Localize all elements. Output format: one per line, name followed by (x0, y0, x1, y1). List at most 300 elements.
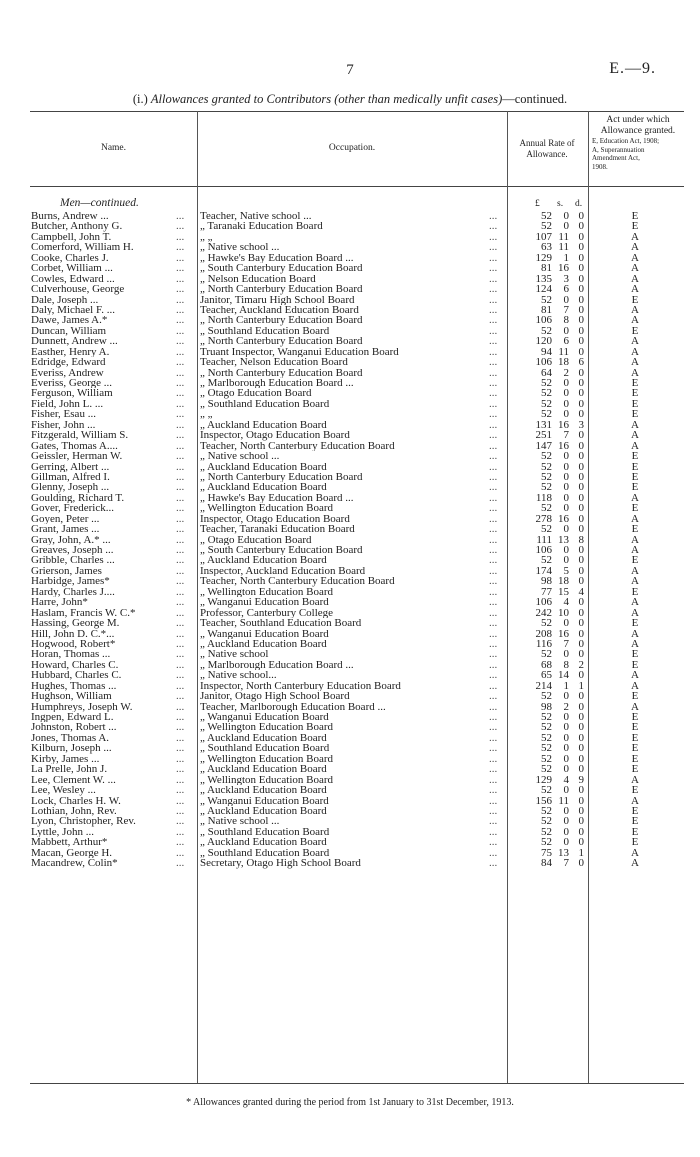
pence-cell: 0 (578, 262, 584, 275)
leader-dots: ... (176, 210, 185, 222)
shillings-cell: 0 (563, 763, 569, 776)
pounds-cell: 52 (541, 293, 552, 306)
pence-cell: 0 (578, 314, 584, 327)
name-cell: Lee, Clement W. ... (31, 774, 116, 786)
name-cell: Easther, Henry A. (31, 346, 110, 358)
act-cell: E (631, 617, 639, 630)
leader-dots: ... (176, 700, 185, 713)
pence-cell: 0 (578, 377, 584, 389)
table-row (0, 524, 700, 534)
table-row (0, 660, 700, 670)
act-cell: A (631, 857, 639, 870)
pence-cell: 0 (578, 241, 584, 254)
name-cell: Dunnett, Andrew ... (31, 336, 118, 347)
leader-dots: ... (489, 815, 498, 828)
act-cell: E (631, 648, 639, 661)
pence-cell: 0 (578, 731, 584, 744)
pence-cell: 0 (578, 804, 584, 817)
leader-dots: ... (489, 752, 498, 765)
leader-dots: ... (489, 784, 498, 797)
column-header-rate (507, 138, 587, 160)
name-cell: Johnston, Robert ... (31, 722, 117, 733)
leader-dots: ... (489, 606, 498, 619)
table-row (0, 274, 700, 284)
pounds-cell: 98 (541, 700, 552, 713)
leader-dots: ... (176, 491, 185, 504)
table-row (0, 587, 700, 597)
name-cell: Goulding, Richard T. (31, 492, 125, 504)
act-cell: A (631, 335, 639, 348)
leader-dots: ... (176, 658, 185, 671)
leader-dots: ... (489, 512, 498, 525)
pence-cell: 0 (578, 794, 584, 807)
leader-dots: ... (176, 544, 185, 556)
leader-dots: ... (489, 596, 498, 609)
shillings-cell: 0 (563, 293, 569, 306)
pounds-cell: 81 (541, 303, 552, 316)
caption-prefix: (i.) (132, 92, 148, 106)
leader-dots: ... (176, 439, 185, 452)
name-cell: Grierson, James (31, 565, 102, 577)
shillings-cell: 6 (563, 335, 569, 348)
table-row (0, 691, 700, 701)
shillings-cell: 0 (563, 554, 569, 567)
occupation-cell: „ Wellington Education Board (200, 753, 334, 765)
name-cell: Fisher, John ... (31, 419, 96, 431)
pence-cell: 0 (578, 408, 584, 421)
pounds-cell: 106 (535, 356, 552, 369)
table-row (0, 702, 700, 712)
pence-cell: 0 (578, 366, 584, 379)
occupation-cell: „ Wellington Education Board (200, 586, 334, 598)
leader-dots: ... (176, 293, 185, 306)
leader-dots: ... (176, 690, 185, 703)
name-cell: Fitzgerald, William S. (31, 430, 129, 441)
table-row (0, 409, 700, 419)
shillings-cell: 7 (563, 429, 569, 442)
table-row (0, 733, 700, 743)
act-cell: A (631, 606, 639, 619)
table-row (0, 743, 700, 753)
occupation-cell: Teacher, Taranaki Education Board (200, 524, 355, 535)
pounds-cell: 77 (541, 585, 552, 598)
occupation-cell: „ Marlborough Education Board ... (200, 378, 354, 389)
shillings-cell: 0 (563, 731, 569, 744)
pounds-cell: 156 (535, 794, 552, 807)
name-cell: La Prelle, John J. (31, 764, 108, 775)
leader-dots: ... (489, 439, 498, 452)
pence-cell: 0 (578, 825, 584, 838)
act-cell: A (631, 637, 639, 650)
occupation-cell: „ North Canterbury Education Board (200, 471, 363, 483)
shillings-cell: 0 (563, 397, 569, 410)
occupation-cell: „ Southland Education Board (200, 325, 330, 337)
page-number: 7 (346, 62, 354, 78)
leader-dots: ... (489, 690, 498, 703)
leader-dots: ... (489, 617, 498, 630)
occupation-cell: „ Wellington Education Board (200, 503, 334, 514)
table-row (0, 555, 700, 565)
pounds-cell: 242 (535, 606, 552, 619)
pence-cell: 0 (578, 210, 584, 222)
leader-dots: ... (489, 763, 498, 776)
pounds-cell: 52 (541, 648, 552, 661)
pounds-cell: 174 (535, 564, 552, 577)
occupation-cell: „ Southland Education Board (200, 743, 330, 754)
pounds-cell: 75 (541, 846, 552, 859)
act-cell: E (631, 742, 639, 755)
name-cell: Lock, Charles H. W. (31, 795, 121, 806)
occupation-cell: „ Native school... (200, 670, 277, 681)
name-cell: Jones, Thomas A. (31, 732, 110, 744)
pence-cell: 0 (578, 220, 584, 233)
pence-cell: 0 (578, 345, 584, 358)
leader-dots: ... (489, 450, 498, 463)
pence-cell: 0 (578, 491, 584, 504)
act-header-legend: Amendment Act, (592, 154, 640, 163)
name-cell: Gribble, Charles ... (31, 555, 115, 566)
leader-dots: ... (489, 794, 498, 807)
leader-dots: ... (176, 554, 185, 567)
pounds-cell: 65 (541, 669, 552, 682)
table-row (0, 712, 700, 722)
act-cell: E (631, 523, 639, 536)
table-row (0, 211, 700, 221)
table-row (0, 597, 700, 607)
act-cell: E (631, 763, 639, 776)
leader-dots: ... (489, 533, 498, 546)
leader-dots: ... (176, 669, 185, 682)
act-cell: E (631, 220, 639, 233)
leader-dots: ... (176, 575, 185, 588)
pounds-cell: 52 (541, 731, 552, 744)
table-row (0, 629, 700, 639)
pounds-cell: 147 (535, 439, 552, 452)
leader-dots: ... (489, 220, 498, 233)
leader-dots: ... (489, 742, 498, 755)
leader-dots: ... (489, 241, 498, 254)
pounds-cell: 52 (541, 502, 552, 515)
name-cell: Cooke, Charles J. (31, 252, 109, 264)
act-cell: E (631, 825, 639, 838)
leader-dots: ... (176, 429, 185, 442)
table-row (0, 806, 700, 816)
pounds-cell: 52 (541, 690, 552, 703)
table-row (0, 305, 700, 315)
shillings-cell: 11 (558, 241, 569, 254)
leader-dots: ... (176, 220, 185, 233)
occupation-cell: „ Nelson Education Board (200, 273, 316, 285)
pounds-cell: 107 (535, 230, 552, 243)
pence-cell: 0 (578, 617, 584, 630)
name-cell: Daly, Michael F. ... (31, 304, 115, 316)
shillings-cell: 0 (563, 491, 569, 504)
pounds-cell: 52 (541, 470, 552, 483)
pence-cell: 0 (578, 523, 584, 536)
pounds-cell: 106 (535, 314, 552, 327)
table-row (0, 242, 700, 252)
leader-dots: ... (176, 617, 185, 630)
leader-dots: ... (489, 721, 498, 734)
shillings-cell: 16 (558, 512, 569, 525)
table-row (0, 796, 700, 806)
act-cell: E (631, 658, 639, 671)
name-cell: Culverhouse, George (31, 284, 125, 295)
table-row (0, 420, 700, 430)
name-cell: Lyttle, John ... (31, 826, 94, 838)
table-row (0, 775, 700, 785)
occupation-cell: „ Marlborough Education Board ... (200, 659, 354, 671)
leader-dots: ... (176, 387, 185, 400)
shillings-cell: 0 (563, 544, 569, 556)
leader-dots: ... (489, 397, 498, 410)
shillings-cell: 7 (563, 637, 569, 650)
shillings-cell: 0 (563, 690, 569, 703)
occupation-cell: „ Southland Education Board (200, 398, 330, 410)
occupation-cell: „ Wanganui Education Board (200, 795, 329, 806)
pence-cell: 0 (578, 564, 584, 577)
pounds-cell: 52 (541, 784, 552, 797)
act-cell: E (631, 470, 639, 483)
pounds-cell: 131 (535, 418, 552, 431)
occupation-cell: „ Hawke's Bay Education Board ... (200, 492, 354, 504)
pence-cell: 0 (578, 700, 584, 713)
act-cell: E (631, 387, 639, 400)
table-row (0, 545, 700, 555)
leader-dots: ... (176, 335, 185, 348)
pounds-cell: 52 (541, 450, 552, 463)
name-cell: Gillman, Alfred I. (31, 471, 110, 483)
name-cell: Butcher, Anthony G. (31, 221, 123, 232)
act-cell: A (631, 533, 639, 546)
leader-dots: ... (176, 815, 185, 828)
leader-dots: ... (176, 596, 185, 609)
act-cell: A (631, 700, 639, 713)
pounds-cell: 52 (541, 752, 552, 765)
pounds-cell: 52 (541, 481, 552, 494)
shillings-cell: 18 (558, 356, 569, 369)
table-row (0, 639, 700, 649)
footnote: * Allowances granted during the period from 1st January to 31st December, 1913. (186, 1097, 514, 1108)
act-cell: A (631, 439, 639, 452)
caption-title: Allowances granted to Contributors (other than medically unfit cases) (150, 92, 503, 106)
leader-dots: ... (489, 230, 498, 243)
leader-dots: ... (489, 324, 498, 337)
pence-cell: 0 (578, 429, 584, 442)
pence-cell: 0 (578, 554, 584, 567)
pounds-cell: 52 (541, 554, 552, 567)
leader-dots: ... (176, 418, 185, 431)
pounds-cell: 124 (535, 283, 552, 296)
occupation-cell: „ Auckland Education Board (200, 555, 327, 566)
leader-dots: ... (176, 731, 185, 744)
act-cell: A (631, 794, 639, 807)
pounds-cell: 52 (541, 397, 552, 410)
act-cell: E (631, 481, 639, 494)
occupation-cell: Teacher, Marlborough Education Board ... (200, 701, 386, 713)
pounds-cell: 52 (541, 721, 552, 734)
name-cell: Everiss, Andrew (31, 367, 104, 379)
leader-dots: ... (176, 283, 185, 296)
leader-dots: ... (489, 429, 498, 442)
occupation-cell: „ Wanganui Education Board (200, 628, 329, 639)
table-row (0, 388, 700, 398)
pence-cell: 0 (578, 575, 584, 588)
occupation-cell: „ Native school ... (200, 816, 280, 827)
occupation-cell: Inspector, Otago Education Board (200, 513, 350, 525)
table-caption (0, 92, 700, 107)
occupation-cell: „ „ (200, 409, 213, 420)
act-cell: A (631, 773, 639, 786)
column-header-occupation: Occupation. (328, 143, 376, 153)
act-cell: A (631, 314, 639, 327)
act-header-legend: E, Education Act, 1908; (592, 137, 660, 145)
pence-cell: 0 (578, 815, 584, 828)
leader-dots: ... (176, 241, 185, 254)
leader-dots: ... (176, 251, 185, 264)
shillings-cell: 0 (563, 481, 569, 494)
pence-cell: 0 (578, 836, 584, 849)
pounds-cell: 52 (541, 742, 552, 755)
act-cell: E (631, 460, 639, 473)
name-cell: Lyon, Christopher, Rev. (31, 816, 136, 827)
shillings-cell: 2 (563, 366, 569, 379)
shillings-cell: 15 (558, 585, 569, 598)
table-row (0, 336, 700, 346)
leader-dots: ... (489, 564, 498, 577)
leader-dots: ... (176, 585, 185, 598)
leader-dots: ... (176, 272, 185, 285)
table-row (0, 722, 700, 732)
name-cell: Glenny, Joseph ... (31, 482, 110, 493)
shillings-cell: 0 (563, 460, 569, 473)
leader-dots: ... (489, 345, 498, 358)
occupation-cell: „ Auckland Education Board (200, 764, 327, 775)
leader-dots: ... (489, 293, 498, 306)
pounds-cell: 52 (541, 815, 552, 828)
occupation-cell: „ Native school (200, 649, 269, 660)
act-cell: E (631, 210, 639, 222)
pounds-cell: 52 (541, 220, 552, 233)
pence-cell: 0 (578, 230, 584, 243)
occupation-cell: Teacher, Nelson Education Board (200, 357, 348, 368)
occupation-cell: Janitor, Timaru High School Board (200, 294, 355, 305)
shillings-cell: 2 (563, 700, 569, 713)
leader-dots: ... (489, 262, 498, 275)
act-cell: A (631, 356, 639, 369)
column-header-name: Name. (100, 143, 127, 153)
shillings-cell: 0 (563, 836, 569, 849)
leader-dots: ... (489, 460, 498, 473)
table-row (0, 764, 700, 774)
table-row (0, 326, 700, 336)
pence-cell: 0 (578, 606, 584, 619)
act-cell: A (631, 303, 639, 316)
table-row (0, 315, 700, 325)
name-cell: Hardy, Charles J.... (31, 586, 115, 598)
pence-cell: 0 (578, 648, 584, 661)
act-cell: E (631, 554, 639, 567)
shillings-cell: 0 (563, 617, 569, 630)
leader-dots: ... (176, 356, 185, 369)
table-row (0, 608, 700, 618)
table-row (0, 253, 700, 263)
table-row (0, 754, 700, 764)
act-cell: A (631, 272, 639, 285)
occupation-cell: „ Auckland Education Board (200, 732, 327, 744)
pence-cell: 8 (578, 533, 584, 546)
shillings-cell: 11 (558, 345, 569, 358)
leader-dots: ... (489, 314, 498, 327)
shillings-cell: 0 (563, 387, 569, 400)
shillings-cell: 18 (558, 575, 569, 588)
pence-cell: 3 (578, 418, 584, 431)
shillings-cell: 0 (563, 815, 569, 828)
act-cell: A (631, 627, 639, 640)
shillings-cell: 3 (563, 272, 569, 285)
name-cell: Hassing, George M. (31, 618, 120, 629)
pounds-cell: 52 (541, 523, 552, 536)
name-cell: Haslam, Francis W. C.* (31, 607, 136, 619)
act-cell: A (631, 418, 639, 431)
act-cell: A (631, 283, 639, 296)
pounds-cell: 52 (541, 763, 552, 776)
act-cell: E (631, 752, 639, 765)
pounds-cell: 129 (535, 251, 552, 264)
shillings-cell: 4 (563, 596, 569, 609)
leader-dots: ... (176, 773, 185, 786)
occupation-cell: „ North Canterbury Education Board (200, 315, 363, 326)
pence-cell: 0 (578, 711, 584, 723)
leader-dots: ... (489, 554, 498, 567)
leader-dots: ... (489, 377, 498, 389)
shillings-cell: 0 (563, 784, 569, 797)
pence-cell: 0 (578, 596, 584, 609)
name-cell: Humphreys, Joseph W. (31, 701, 133, 713)
pence-cell: 0 (578, 439, 584, 452)
leader-dots: ... (489, 804, 498, 817)
occupation-cell: Inspector, Auckland Education Board (200, 565, 366, 577)
occupation-cell: „ South Canterbury Education Board (200, 545, 363, 556)
act-cell: E (631, 585, 639, 598)
leader-dots: ... (176, 262, 185, 275)
shillings-cell: 0 (563, 648, 569, 661)
name-cell: Hogwood, Robert* (31, 638, 116, 650)
pounds-cell: 68 (541, 658, 552, 671)
leader-dots: ... (176, 721, 185, 734)
leader-dots: ... (176, 470, 185, 483)
act-header-legend: A, Superannuation (592, 145, 645, 154)
shillings-cell: 0 (563, 825, 569, 838)
pence-cell: 0 (578, 470, 584, 483)
act-cell: A (631, 429, 639, 442)
occupation-cell: „ Hawke's Bay Education Board ... (200, 252, 354, 264)
pence-cell: 0 (578, 303, 584, 316)
act-cell: A (631, 345, 639, 358)
pounds-cell: 52 (541, 324, 552, 337)
leader-dots: ... (176, 804, 185, 817)
occupation-cell: „ „ (200, 231, 213, 243)
table-row (0, 221, 700, 231)
pounds-cell: 64 (541, 366, 552, 379)
act-cell: A (631, 544, 639, 556)
name-cell: Everiss, George ... (31, 378, 113, 389)
table-row (0, 284, 700, 294)
occupation-cell: Teacher, North Canterbury Education Board (200, 576, 395, 587)
shillings-cell: 0 (563, 324, 569, 337)
leader-dots: ... (489, 481, 498, 494)
act-cell: A (631, 596, 639, 609)
